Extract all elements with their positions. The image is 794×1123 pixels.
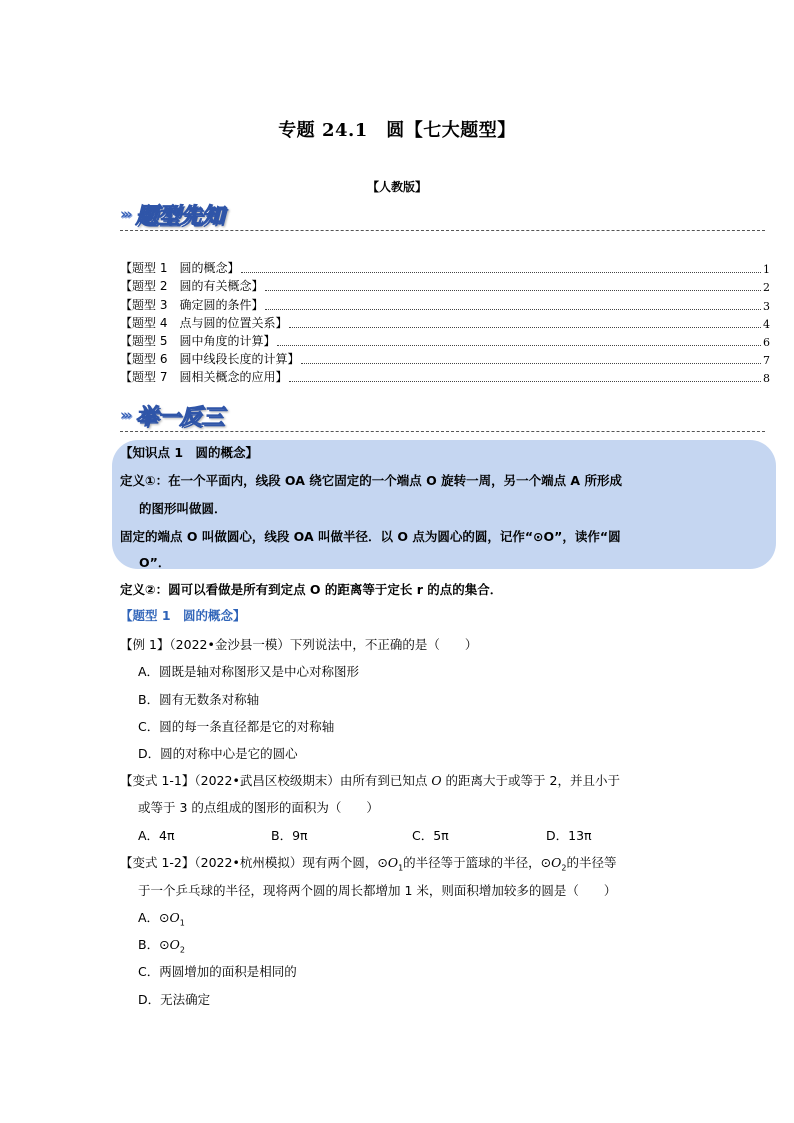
variant-1-2-stem-b: 的半径等于篮球的半径，⊙: [403, 855, 552, 870]
variant-1-1-option-d: D．13π: [546, 828, 592, 843]
example-1-stem: 【例 1】（2022•金沙县一模）下列说法中，不正确的是（ ）: [120, 637, 478, 652]
toc-dot-leader: [289, 327, 761, 328]
toc-entry-page: 6: [763, 335, 770, 349]
section-heading: 【题型 1 圆的概念】: [120, 608, 246, 623]
toc-entry[interactable]: [120, 367, 770, 385]
toc-entry-label: 【题型 6 圆中线段长度的计算】: [120, 352, 300, 367]
toc-dot-leader: [265, 309, 761, 310]
example-1-option-c: C．圆的每一条直径都是它的对称轴: [138, 719, 335, 734]
variant-1-1-stem-b: 的距离大于或等于 2，并且小于: [441, 773, 620, 788]
option-a-prefix: A．⊙: [138, 910, 170, 925]
toc-entry[interactable]: [120, 331, 770, 349]
toc-entry-label: 【题型 4 点与圆的位置关系】: [120, 315, 288, 330]
triple-chevron-icon: ›››: [120, 205, 130, 223]
toc-entry-label: 【题型 3 确定圆的条件】: [120, 297, 264, 312]
toc-entry-label: 【题型 2 圆的有关概念】: [120, 279, 264, 294]
variant-1-2-option-d: D．无法确定: [138, 992, 211, 1007]
toc-banner-text: 题型先知: [135, 203, 224, 229]
circle-o1: O: [387, 855, 399, 870]
variant-1-1-stem: [120, 771, 620, 789]
subscript-1: 1: [179, 918, 185, 928]
example-1-option-a: A．圆既是轴对称图形又是中心对称图形: [138, 664, 360, 679]
toc-entry-page: 8: [763, 372, 770, 386]
triple-chevron-icon: ›››: [120, 406, 130, 424]
variant-1-2-stem-line-2: 于一个乒乓球的半径，现将两个圆的周长都增加 1 米，则面积增加较多的圆是（ ）: [138, 883, 617, 898]
subscript-1: 1: [398, 863, 404, 873]
toc-dot-leader: [301, 363, 761, 364]
toc-entry-page: 2: [763, 281, 770, 295]
circle-o1: O: [169, 910, 180, 925]
circle-o2: O: [551, 855, 562, 870]
toc-entry-page: 7: [763, 354, 770, 368]
variant-1-1-stem-line-2: 或等于 3 的点组成的图形的面积为（ ）: [138, 800, 379, 815]
toc-entry-label: 【题型 7 圆相关概念的应用】: [120, 370, 288, 385]
toc-banner: [120, 200, 224, 228]
practice-banner-text: 举一反三: [135, 404, 224, 430]
option-b-prefix: B．⊙: [138, 937, 170, 952]
point-o: O: [431, 773, 442, 788]
toc-dot-leader: [277, 345, 761, 346]
variant-1-2-stem-a: 【变式 1-2】（2022•杭州模拟）现有两个圆，⊙: [120, 855, 388, 870]
subscript-2: 2: [179, 945, 185, 955]
definition-1-line-1: 定义①：在一个平面内，线段 OA 绕它固定的一个端点 O 旋转一周，另一个端点 A 所形成: [120, 473, 622, 488]
definition-2: 定义②：圆可以看做是所有到定点 O 的距离等于定长 r 的点的集合．: [120, 582, 503, 597]
variant-1-1-option-b: B．9π: [271, 828, 308, 843]
toc-entry-label: 【题型 5 圆中角度的计算】: [120, 333, 276, 348]
variant-1-1-option-a: A．4π: [138, 828, 175, 843]
practice-banner: [120, 401, 224, 429]
toc-entry-page: 4: [763, 317, 770, 331]
example-1-option-d: D．圆的对称中心是它的圆心: [138, 746, 298, 761]
toc-dot-leader: [289, 381, 761, 382]
variant-1-2-option-c: C．两圆增加的面积是相同的: [138, 964, 297, 979]
divider: [120, 230, 765, 231]
subscript-2: 2: [561, 863, 567, 873]
variant-1-1-stem-a: 【变式 1-1】（2022•武昌区校级期末）由所有到已知点: [120, 773, 432, 788]
divider: [120, 431, 765, 432]
toc-entry-page: 1: [763, 263, 770, 277]
toc-entry[interactable]: [120, 313, 770, 331]
variant-1-1-option-c: C．5π: [412, 828, 449, 843]
variant-1-2-stem-c: 的半径等: [566, 855, 617, 870]
variant-1-2-option-b: [138, 935, 185, 955]
toc-entry[interactable]: [120, 258, 770, 276]
toc-entry-page: 3: [763, 299, 770, 313]
knowledge-heading: 【知识点 1 圆的概念】: [120, 445, 259, 460]
toc-dot-leader: [265, 290, 761, 291]
table-of-contents: [120, 258, 770, 385]
page-title: 专题 24.1 圆【七大题型】: [278, 120, 516, 141]
toc-entry-label: 【题型 1 圆的概念】: [120, 261, 240, 276]
definition-1-line-2: 的图形叫做圆．: [139, 501, 227, 516]
definition-1-line-3: 固定的端点 O 叫做圆心，线段 OA 叫做半径．以 O 点为圆心的圆，记作“⊙O”，读作“圆: [120, 529, 621, 544]
edition-label: 【人教版】: [366, 180, 427, 194]
definition-1-line-4: O”．: [139, 555, 171, 570]
variant-1-2-stem: [120, 853, 617, 873]
toc-entry[interactable]: [120, 294, 770, 312]
variant-1-2-option-a: [138, 908, 185, 928]
toc-dot-leader: [241, 272, 761, 273]
example-1-option-b: B．圆有无数条对称轴: [138, 692, 260, 707]
toc-entry[interactable]: [120, 276, 770, 294]
circle-o2: O: [169, 937, 180, 952]
toc-entry[interactable]: [120, 349, 770, 367]
